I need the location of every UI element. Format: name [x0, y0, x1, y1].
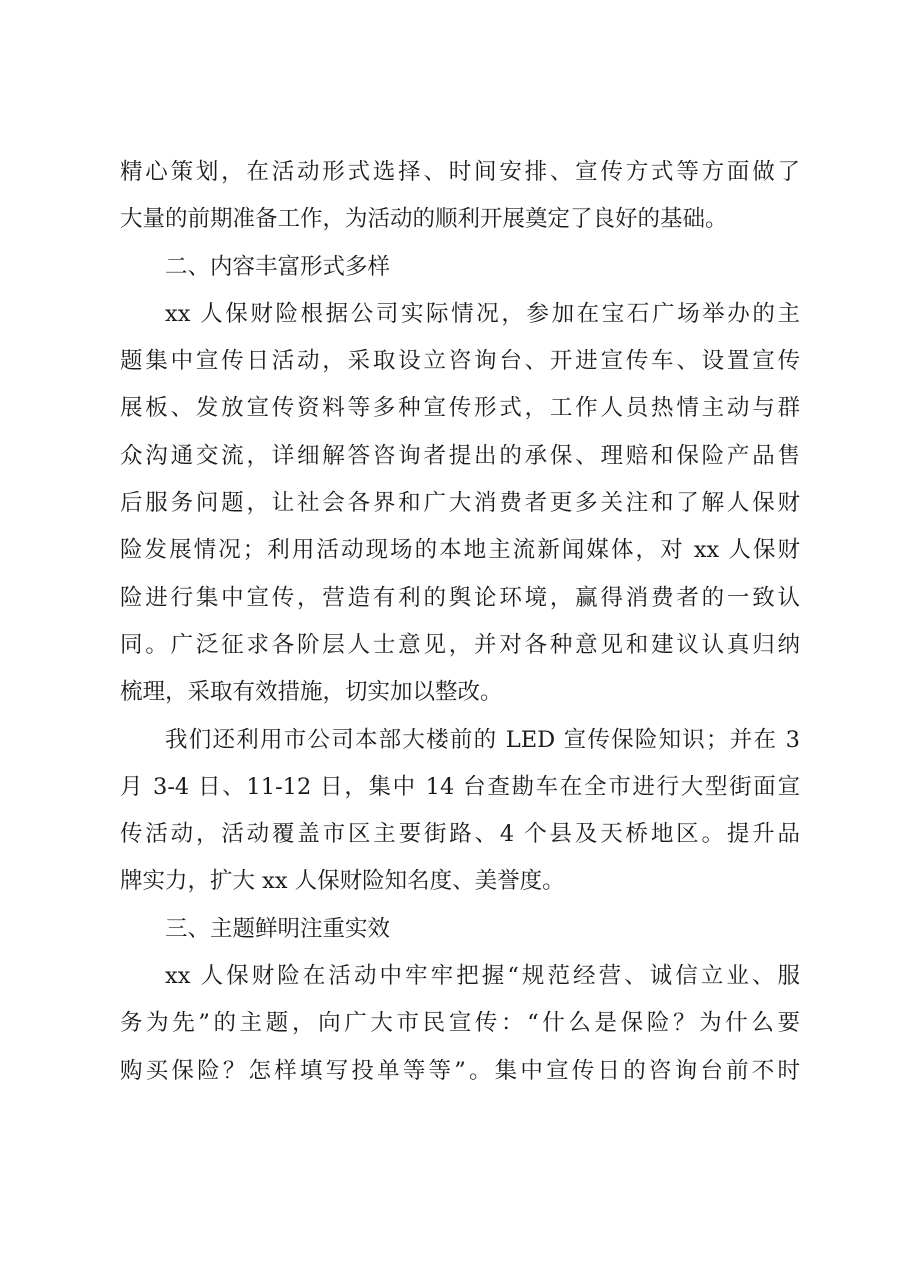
text-line: 梳理，采取有效措施，切实加以整改。 [120, 679, 503, 706]
section-heading: 三、主题鲜明注重实效 [165, 915, 391, 942]
text-line: 传活动，活动覆盖市区主要街路、4 个县及天桥地区。提升品 [120, 821, 800, 848]
text-line: 务为先”的主题，向广大市民宣传：“什么是保险？为什么要 [120, 1010, 800, 1037]
text-line: 月 3-4 日、11-12 日，集中 14 台查勘车在全市进行大型街面宣 [120, 773, 800, 800]
document-body [120, 149, 800, 1095]
text-line: xx 人保财险根据公司实际情况，参加在宝石广场举办的主 [165, 300, 800, 327]
text-line: xx 人保财险在活动中牢牢把握“规范经营、诚信立业、服 [165, 963, 800, 990]
text-line: 精心策划，在活动形式选择、时间安排、宣传方式等方面做了 [120, 159, 800, 185]
text-line: 险进行集中宣传，营造有利的舆论环境，赢得消费者的一致认 [120, 584, 800, 611]
text-line: 后服务问题，让社会各界和广大消费者更多关注和了解人保财 [120, 490, 800, 517]
text-line: 展板、发放宣传资料等多种宣传形式，工作人员热情主动与群 [120, 395, 800, 422]
text-line: 同。广泛征求各阶层人士意见，并对各种意见和建议认真归纳 [120, 631, 800, 658]
text-line: 险发展情况；利用活动现场的本地主流新闻媒体，对 xx 人保财 [120, 537, 800, 564]
text-line: 大量的前期准备工作，为活动的顺利开展奠定了良好的基础。 [120, 206, 728, 233]
text-line: 我们还利用市公司本部大楼前的 LED 宣传保险知识；并在 3 [165, 726, 800, 753]
text-line: 牌实力，扩大 xx 人保财险知名度、美誉度。 [120, 868, 565, 895]
section-heading: 二、内容丰富形式多样 [165, 253, 391, 280]
text-line: 购买保险？怎样填写投单等等”。集中宣传日的咨询台前不时 [120, 1057, 800, 1084]
text-line: 题集中宣传日活动，采取设立咨询台、开进宣传车、设置宣传 [120, 348, 800, 375]
text-line: 众沟通交流，详细解答咨询者提出的承保、理赔和保险产品售 [120, 442, 800, 469]
